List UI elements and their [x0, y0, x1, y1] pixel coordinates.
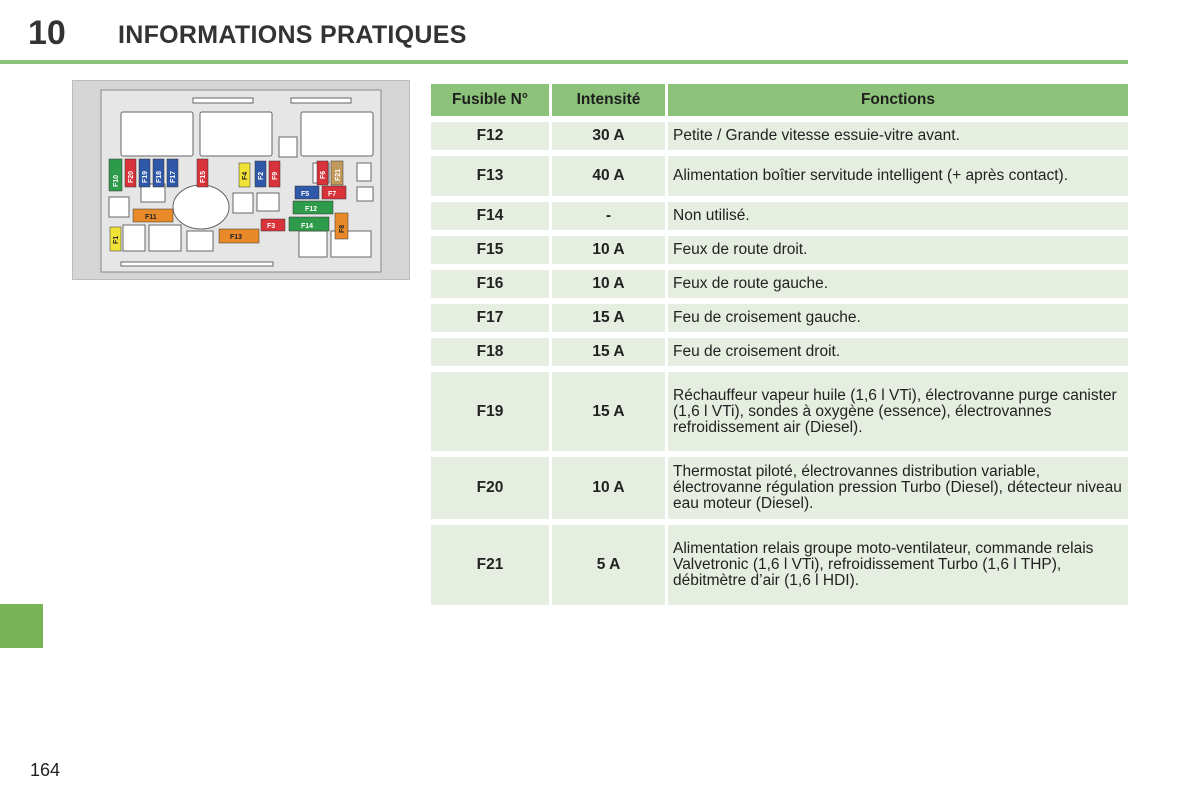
chapter-title: INFORMATIONS PRATIQUES [118, 21, 467, 49]
fuse-label-f6: F6 [320, 170, 327, 179]
fuse-label-f7: F7 [328, 191, 337, 198]
chapter-side-tab [0, 604, 43, 648]
function-cell: Feu de croisement droit. [668, 338, 1128, 366]
amps-cell: 10 A [552, 236, 665, 264]
fuse-label-f17: F17 [170, 170, 177, 183]
table-row [431, 457, 1128, 519]
amps-cell: 15 A [552, 338, 665, 366]
amps-cell: 15 A [552, 372, 665, 451]
function-cell: Feux de route droit. [668, 236, 1128, 264]
fuse-label-f8: F8 [339, 224, 346, 233]
amps-cell: - [552, 202, 665, 230]
table-row [431, 236, 1128, 264]
table-row [431, 156, 1128, 196]
fuse-box-diagram [72, 80, 410, 280]
fuse-label-f11: F11 [145, 214, 157, 221]
fuse-cell: F12 [431, 122, 549, 150]
fuse-label-f21: F21 [335, 168, 342, 181]
table-header-row [431, 84, 1128, 116]
fuse-label-f9: F9 [272, 171, 279, 180]
fuse-label-f3: F3 [267, 223, 276, 230]
function-cell: Alimentation boîtier servitude intelligent (+ après contact). [668, 156, 1128, 196]
table-row [431, 372, 1128, 451]
amps-cell: 5 A [552, 525, 665, 605]
fuse-cell: F18 [431, 338, 549, 366]
amps-cell: 10 A [552, 457, 665, 519]
function-cell: Non utilisé. [668, 202, 1128, 230]
function-cell: Réchauffeur vapeur huile (1,6 l VTi), électrovanne purge canister (1,6 l VTi), sondes à oxygène (essence), électrovannes refroidissement air (Diesel). [668, 372, 1128, 451]
header-fuse-number: Fusible N° [431, 84, 549, 116]
amps-cell: 10 A [552, 270, 665, 298]
fuse-label-f13: F13 [230, 234, 243, 241]
fuse-cell: F13 [431, 156, 549, 196]
fuse-label-f5: F5 [301, 191, 310, 198]
fuse-cell: F15 [431, 236, 549, 264]
fuse-cell: F16 [431, 270, 549, 298]
fuse-label-f1: F1 [113, 235, 120, 244]
fuse-label-f18: F18 [156, 170, 163, 183]
fuse-label-f4: F4 [242, 171, 249, 180]
header-functions: Fonctions [668, 84, 1128, 116]
chapter-number: 10 [28, 14, 66, 52]
function-cell: Thermostat piloté, électrovannes distribution variable, électrovanne régulation pression Turbo (Diesel), détecteur niveau eau moteur (Diesel). [668, 457, 1128, 519]
amps-cell: 40 A [552, 156, 665, 196]
fuse-table [428, 78, 1131, 611]
fuse-label-f2: F2 [258, 171, 265, 180]
function-cell: Alimentation relais groupe moto-ventilateur, commande relais Valvetronic (1,6 l VTi), refroidissement Turbo (1,6 l THP), débitmètre d’air (1,6 l HDI). [668, 525, 1128, 605]
table-row [431, 338, 1128, 366]
header-intensity: Intensité [552, 84, 665, 116]
fuse-cell: F19 [431, 372, 549, 451]
table-row [431, 525, 1128, 605]
function-cell: Feux de route gauche. [668, 270, 1128, 298]
fuse-label-f20: F20 [128, 170, 135, 183]
fuse-cell: F21 [431, 525, 549, 605]
table-row [431, 202, 1128, 230]
function-cell: Feu de croisement gauche. [668, 304, 1128, 332]
table-row [431, 304, 1128, 332]
fuse-label-f12: F12 [305, 206, 318, 213]
fuse-cell: F14 [431, 202, 549, 230]
fuse-label-f14: F14 [301, 223, 314, 230]
page-number: 164 [30, 760, 61, 780]
table-row [431, 270, 1128, 298]
fuse-box-svg [73, 81, 409, 279]
fuse-label-f10: F10 [113, 174, 120, 187]
function-cell: Petite / Grande vitesse essuie-vitre avant. [668, 122, 1128, 150]
table-row [431, 122, 1128, 150]
title-underline [0, 60, 1128, 64]
amps-cell: 15 A [552, 304, 665, 332]
fuse-cell: F20 [431, 457, 549, 519]
fuse-label-f19: F19 [142, 170, 149, 183]
fuse-label-f15: F15 [200, 170, 207, 183]
fuse-cell: F17 [431, 304, 549, 332]
amps-cell: 30 A [552, 122, 665, 150]
